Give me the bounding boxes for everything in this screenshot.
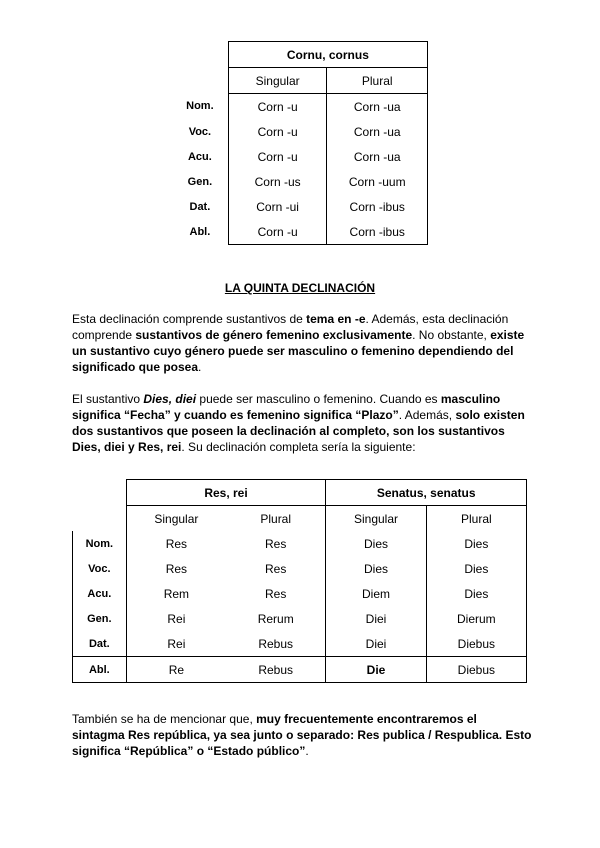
cell-singular: Corn -u — [228, 119, 327, 144]
case-label: Dat. — [189, 200, 211, 213]
cell-singular: Corn -u — [228, 219, 327, 245]
table2-group-senatus: Senatus, senatus — [326, 480, 527, 506]
table-cell: Dies — [426, 531, 526, 556]
case-label: Gen. — [73, 606, 127, 631]
case-label: Voc. — [73, 556, 127, 581]
cell-singular: Corn -u — [228, 144, 327, 169]
case-label: Acu. — [187, 150, 212, 163]
cell-singular: Corn -us — [228, 169, 327, 194]
table-row — [73, 606, 527, 631]
table2-header: Singular — [353, 511, 399, 526]
table-row — [73, 657, 527, 683]
table1-header-plural: Plural — [327, 68, 428, 94]
table-cell: Rei — [126, 606, 226, 631]
table-cell: Dies — [426, 581, 526, 606]
cell-plural: Corn -ibus — [327, 219, 428, 245]
table-cell: Dies — [364, 536, 389, 551]
paragraph-intro: Esta declinación comprende sustantivos de tema en -e. Además, esta declinación comprende sustantivos de género femenino exclusivamente. No obstante, existe un sustantivo cuyo género puede ser masculino o femenino dependiendo del significado que posea. — [72, 312, 525, 374]
table-cell: Diebus — [426, 631, 526, 657]
paragraph-dies: El sustantivo Dies, diei puede ser masculino o femenino. Cuando es masculino significa “Fecha” y cuando es femenino significa “Plazo”. Además, solo existen dos sustantivos que poseen la declinación al completo, son los sustantivos Dies, diei y Res, rei. Su declinación completa sería la siguiente: — [72, 392, 525, 454]
table-row — [172, 119, 428, 144]
fifth-declension-table — [72, 479, 527, 683]
table-cell: Diei — [365, 636, 387, 651]
table-cell: Rebus — [226, 631, 326, 657]
table-row — [73, 631, 527, 657]
case-label: Voc. — [188, 125, 212, 138]
cell-plural: Corn -ua — [327, 144, 428, 169]
case-label: Abl. — [73, 657, 127, 683]
case-label: Nom. — [73, 531, 127, 556]
table2-header: Singular — [126, 506, 226, 532]
cell-plural: Corn -ua — [327, 94, 428, 120]
table-cell: Rem — [126, 581, 226, 606]
paragraph-res-publica: También se ha de mencionar que, muy frecuentemente encontraremos el sintagma Res república, ya sea junto o separado: Res publica / Respublica. Esto significa “República” o “Estado público”. — [72, 712, 532, 758]
table-cell: Res — [226, 556, 326, 581]
case-label: Dat. — [73, 631, 127, 657]
case-label: Gen. — [187, 175, 213, 188]
table-cell: Rebus — [226, 657, 326, 683]
table1-title: Cornu, cornus — [228, 42, 427, 68]
table1-header-singular: Singular — [228, 68, 327, 94]
table-cell: Diem — [362, 586, 391, 601]
section-heading: LA QUINTA DECLINACIÓN — [224, 281, 376, 295]
table2-group-res: Res, rei — [126, 480, 326, 506]
table-row — [172, 94, 428, 120]
cell-plural: Corn -ibus — [327, 194, 428, 219]
table2-header: Plural — [226, 506, 326, 532]
table-cell: Diebus — [426, 657, 526, 683]
table-row — [73, 556, 527, 581]
table-row — [172, 194, 428, 219]
cell-singular: Corn -ui — [228, 194, 327, 219]
case-label: Abl. — [189, 225, 211, 238]
table-row — [172, 169, 428, 194]
table-cell: Diei — [365, 611, 387, 626]
cell-singular: Corn -u — [228, 94, 327, 120]
table2-header: Plural — [426, 506, 526, 532]
cell-plural: Corn -uum — [327, 169, 428, 194]
table-row — [73, 581, 527, 606]
table-cell: Dies — [364, 561, 389, 576]
table-cell: Rerum — [226, 606, 326, 631]
table-cell: Res — [226, 531, 326, 556]
table-cell: Dies — [426, 556, 526, 581]
cornu-declension-table — [172, 41, 428, 245]
table-cell: Die — [326, 657, 426, 683]
table-cell: Rei — [126, 631, 226, 657]
cell-plural: Corn -ua — [327, 119, 428, 144]
case-label: Acu. — [73, 581, 127, 606]
table-cell: Re — [126, 657, 226, 683]
table-row — [172, 219, 428, 245]
table-row — [73, 531, 527, 556]
table-cell: Res — [126, 556, 226, 581]
table-cell: Res — [226, 581, 326, 606]
case-label: Nom. — [186, 100, 214, 113]
table-row — [172, 144, 428, 169]
table-cell: Res — [126, 531, 226, 556]
table-cell: Dierum — [426, 606, 526, 631]
